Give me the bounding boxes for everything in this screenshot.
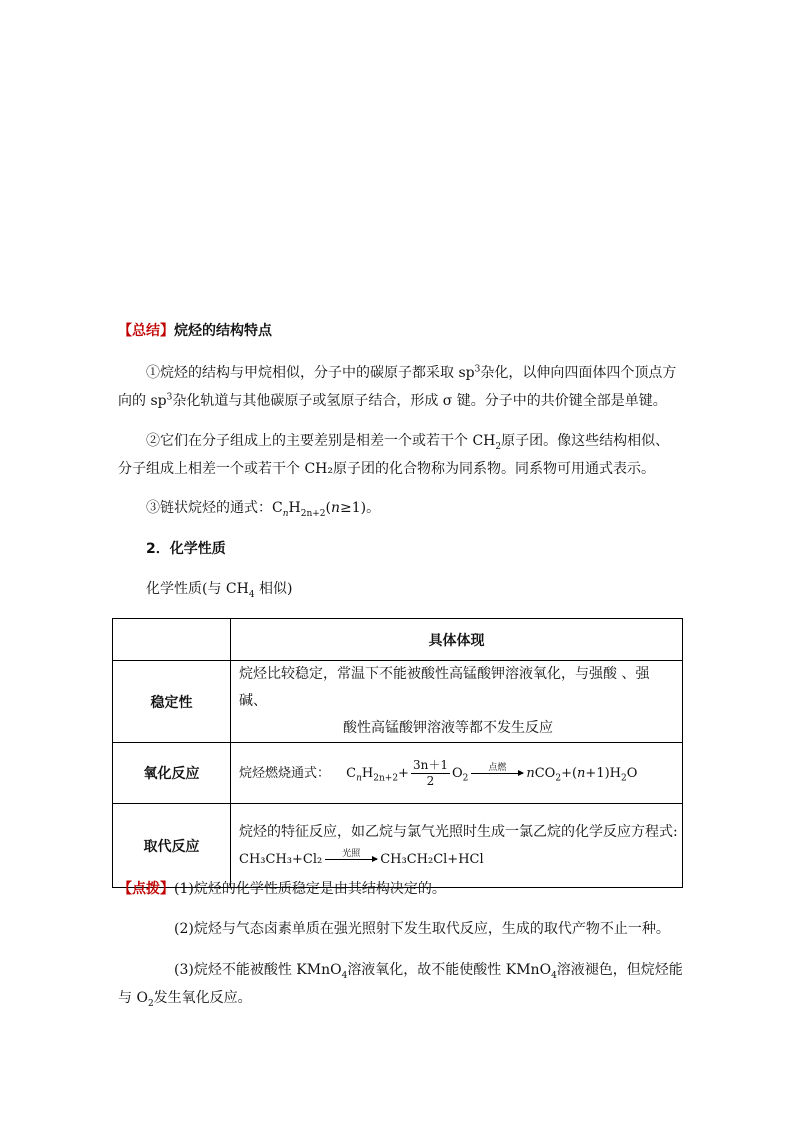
table-row xyxy=(113,743,683,804)
tip-bracket: 【点拨】 xyxy=(118,881,174,897)
summary-paragraph-2-line-1: ②它们在分子组成上的主要差别是相差一个或若干个 $CH_2$原子团。像这些结构相似、 xyxy=(146,433,670,452)
row-name-stability: 稳定性 xyxy=(113,661,231,743)
table-row xyxy=(113,804,683,888)
tip-line-4: 与 $O_2$发生氧化反应。 xyxy=(118,990,252,1009)
row-name-oxidation: 氧化反应 xyxy=(113,743,231,804)
tip-line-2: (2)烷烃与气态卤素单质在强光照射下发生取代反应，生成的取代产物不止一种。 xyxy=(174,921,670,937)
coefficient-fraction: $\frac{3n+1}{2}$ xyxy=(412,757,448,788)
reaction-arrow-icon: 光照 xyxy=(325,849,377,870)
summary-title: 烷烃的结构特点 xyxy=(174,323,272,339)
combustion-equation: $C_nH_{2n+2}+$ $\frac{3n+1}{2}$ $O_2$ 点燃 $nCO_2+(n+1)H_2O$ xyxy=(346,757,638,788)
table-header-cell: 具体体现 xyxy=(231,619,683,661)
tip-line-1: 【点拨】(1)烷烃的化学性质稳定是由其结构决定的。 xyxy=(118,881,446,897)
summary-paragraph-1-line-1: ①烷烃的结构与甲烷相似，分子中的碳原子都采取 $sp^3$杂化，以伸向四面体四个顶点方 xyxy=(146,364,677,381)
summary-paragraph-3: ③链状烷烃的通式：$C_nH_{2n+2}(n\ge 1)$。 xyxy=(146,500,381,519)
section-heading: 2．化学性质 xyxy=(146,541,226,557)
summary-paragraph-2-line-2: 分子组成上相差一个或若干个 CH₂原子团的化合物称为同系物。同系物可用通式表示。 xyxy=(118,461,655,477)
summary-heading xyxy=(118,320,272,340)
summary-paragraph-1-line-2: 向的 $sp^3$杂化轨道与其他碳原子或氢原子结合，形成 σ 键。分子中的共价键全部是单键。 xyxy=(118,392,667,409)
chemical-properties-table xyxy=(112,618,683,888)
table-header-row xyxy=(113,619,683,661)
substitution-equation: CH₃CH₃+Cl₂ 光照 CH₃CH₂Cl+HCl xyxy=(239,846,674,874)
section-subheading: 化学性质(与 $CH_4$ 相似) xyxy=(146,581,293,600)
table-header-empty xyxy=(113,619,231,661)
row-content-stability: 烷烃比较稳定，常温下不能被酸性高锰酸钾溶液氧化，与强酸 、强碱、 酸性高锰酸钾溶液等都不发生反应 xyxy=(231,661,683,743)
row-name-substitution: 取代反应 xyxy=(113,804,231,888)
tip-line-3: (3)烷烃不能被酸性 KMnO$_4$溶液氧化，故不能使酸性 KMnO$_4$溶液褪色，但烷烃能 xyxy=(174,962,683,981)
table-row xyxy=(113,661,683,743)
row-content-oxidation: 烷烃燃烧通式： $C_nH_{2n+2}+$ $\frac{3n+1}{2}$ $O_2$ 点燃 $nCO_2+(n+1)H_2O$ xyxy=(231,743,683,804)
reaction-arrow-icon: 点燃 xyxy=(471,763,523,784)
row-content-substitution: 烷烃的特征反应，如乙烷与氯气光照时生成一氯乙烷的化学反应方程式: CH₃CH₃+Cl₂ 光照 CH₃CH₂Cl+HCl xyxy=(231,804,683,888)
summary-bracket: 【总结】 xyxy=(118,323,174,339)
